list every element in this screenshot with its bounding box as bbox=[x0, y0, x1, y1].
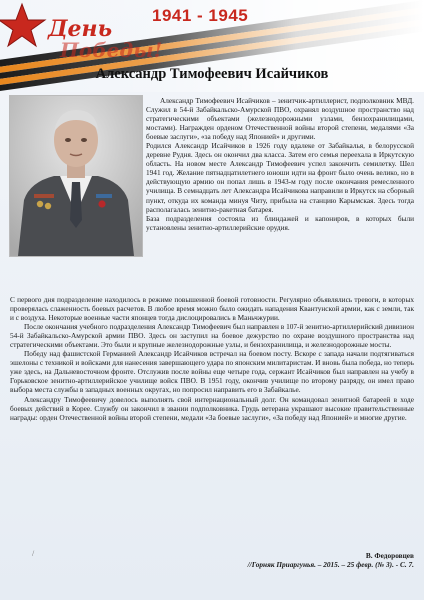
paragraph-division: После окончания учебного подразделения Александр Тимофеевич был направлен в 107-й зенитно-артиллерийский дивизион 54-й Забайкальско-Амурской армии ПВО. Здесь он заступил на боевое дежурство по охране воздушного пространства над стратегическими объектами. Это были и крупные железнодорожные узлы, и бензохранилища, и железнодорожные мосты. bbox=[10, 322, 414, 350]
stray-mark: / bbox=[32, 549, 35, 558]
paragraph-readiness: С первого дня подразделение находилось в режиме повышенной боевой готовности. Регулярно объявлялись тревоги, в которых проверялась слаженность боевых расчетов. В любое время можно было ожидать нападения Квантунской армии, как с земли, так и с воздуха. Некоторые военные части японцев тогда дислоцировались в Маньчжурии. bbox=[10, 295, 414, 323]
banner-victory-text: Победы! bbox=[60, 38, 163, 62]
veteran-portrait-photo bbox=[10, 96, 142, 256]
banner-years: 1941 - 1945 bbox=[152, 6, 249, 25]
paragraph-korea: Александру Тимофеевичу довелось выполнять свой интернациональный долг. Он командовал зенитной батареей в ходе боевых действий в Корее. Службу он закончил в звании подполковника. Грудь ветерана украшают высокие правительственные награды: орден Отечественной войны второй степени, медали «За боевые заслуги», «За победу над Японией» и многие другие. bbox=[10, 394, 414, 422]
paragraph-biography: Родился Александр Исайчиков в 1926 году вдалеке от Забайкалья, в белорусской деревне Рудня. Здесь он окончил два класса. Затем его семья переехала в Иркутскую область. На новом месте Александр Тимофеевич успел закончить семилетку. Шел 1941 год. Желание пятнадцатилетнего юноши идти на фронт было очень велико, но в действующую армию он попал лишь в 1943-м году после окончания ремесленного училища. В семнадцать лет Александра Исайчикова направили в Иркутск на сборный пункт, откуда их команда минуя Читу, прибыла на станцию Карымская. Здесь тогда располагалась зенитно-ракетная батарея. bbox=[146, 141, 414, 214]
source-citation: //Горняк Приаргунья. – 2015. – 25 февр. (№ 3). - С. 7. bbox=[247, 560, 414, 569]
banner-day-text: День bbox=[48, 16, 113, 42]
author-name: В. Федоровцев bbox=[365, 551, 414, 560]
paragraph-intro: Александр Тимофеевич Исайчиков – зенитчик-артиллерист, подполковник МВД. Служил в 54-й Забайкальско-Амурской ПВО, охранял воздушное пространство над стратегическими объектами (железнодорожными узлами, бензохранилищами, мостами). Награжден орденом Отечественной войны второй степени, медалями «За боевые заслуги», «за победу над Японией» и другими. bbox=[146, 96, 414, 142]
portrait-illustration bbox=[10, 96, 142, 256]
paragraph-victory: Победу над фашистской Германией Александр Исайчиков встречал на боевом посту. Вскоре с запада начали подтягиваться эшелоны с техникой и войсками для нанесения завершающего удара по японским милитаристам. И вновь была победа, но теперь уже здесь, на Дальневосточном фронте. Отслужив после войны еще четыре года, сержант Исайчиков был направлен на учебу в Горьковское зенитно-артиллерийское училище войск ПВО. В 1951 году, окончив училище по второму разряду, он имел право выбора места службы в западных военных округах, но попросил направить его в Забайкалье. bbox=[10, 349, 414, 395]
article-signature bbox=[248, 551, 414, 569]
article-body bbox=[10, 295, 414, 422]
article-intro-column bbox=[146, 96, 414, 232]
article-title: Александр Тимофеевич Исайчиков bbox=[95, 66, 329, 82]
paragraph-base: База подразделения состояла из блиндажей и капониров, в которых были установлены зенитно-артиллерийские орудия. bbox=[146, 213, 414, 232]
